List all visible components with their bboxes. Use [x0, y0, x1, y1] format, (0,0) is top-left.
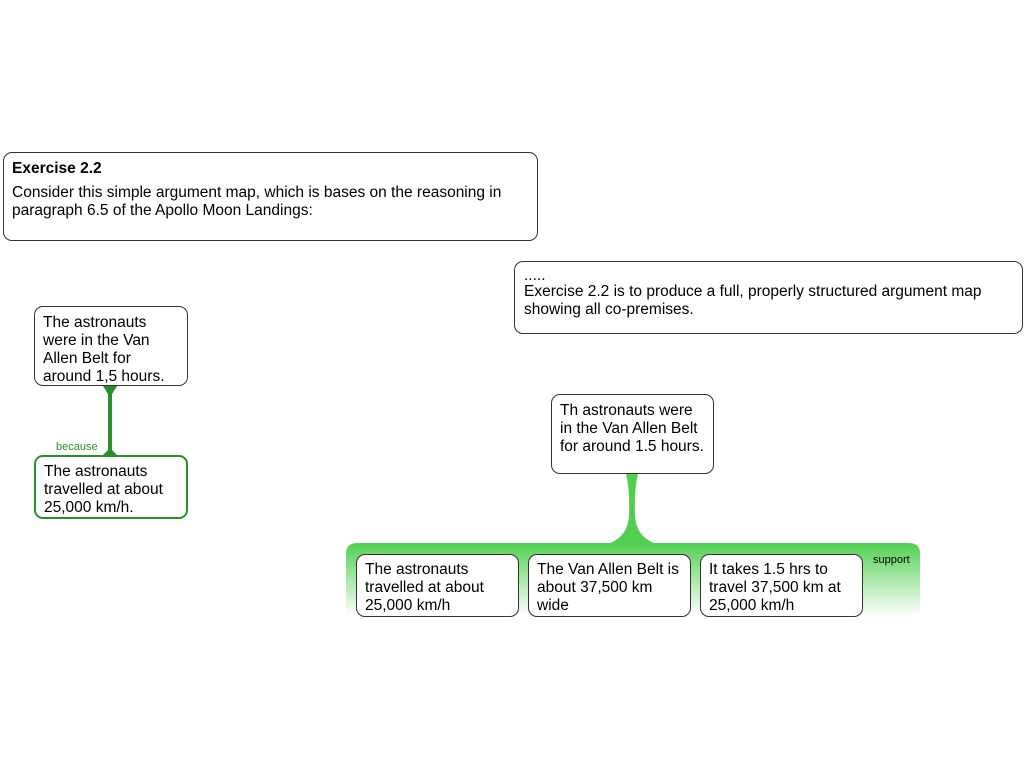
full-claim-box[interactable]	[551, 394, 714, 474]
premise-text: The Van Allen Belt is about 37,500 km wide	[537, 561, 679, 614]
premise-box[interactable]	[700, 554, 863, 617]
exercise-title: Exercise 2.2	[12, 160, 102, 177]
full-claim-text: Th astronauts were in the Van Allen Belt for around 1.5 hours.	[560, 402, 704, 455]
support-stem	[610, 474, 654, 543]
exercise-body: Consider this simple argument map, which is bases on the reasoning in paragraph 6.5 of the Apollo Moon Landings:	[12, 184, 502, 219]
support-label: support	[873, 554, 910, 566]
because-stem	[100, 386, 120, 458]
note-box	[514, 261, 1023, 334]
simple-claim-box[interactable]	[34, 306, 188, 386]
exercise-box	[3, 152, 538, 241]
simple-reason-box[interactable]	[34, 455, 188, 519]
because-label: because	[56, 441, 98, 453]
simple-claim-text: The astronauts were in the Van Allen Belt for around 1,5 hours.	[43, 314, 165, 385]
premise-box[interactable]	[356, 554, 519, 617]
note-body: Exercise 2.2 is to produce a full, properly structured argument map showing all co-premises.	[524, 283, 982, 318]
premise-text: The astronauts travelled at about 25,000 km/h	[365, 561, 484, 614]
premise-box[interactable]	[528, 554, 691, 617]
note-ellipsis: .....	[524, 267, 546, 284]
simple-reason-text: The astronauts travelled at about 25,000 km/h.	[44, 463, 163, 516]
premise-text: It takes 1.5 hrs to travel 37,500 km at 25,000 km/h	[709, 561, 841, 614]
